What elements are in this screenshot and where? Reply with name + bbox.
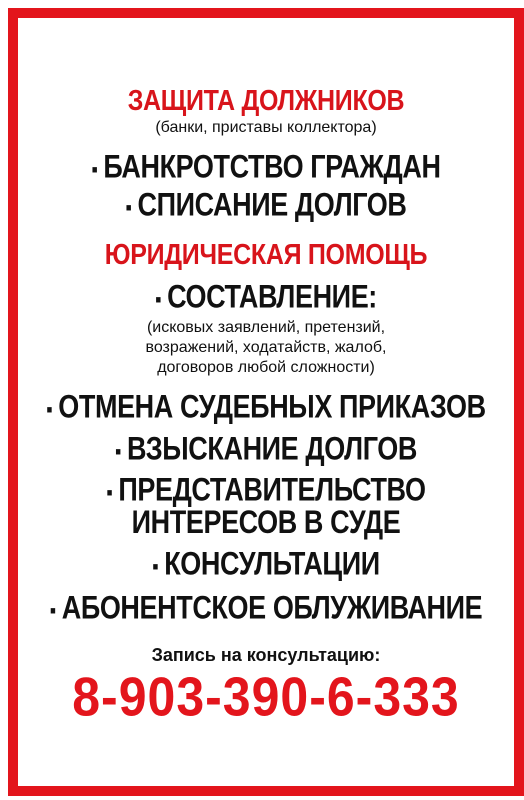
item-representation-line2: ИНТЕРЕСОВ В СУДЕ <box>131 504 401 541</box>
bullet-icon: ▪ <box>106 480 113 505</box>
item-bankruptcy: ▪ БАНКРОТСТВО ГРАЖДАН <box>91 148 441 185</box>
item-debt-collection: ▪ ВЗЫСКАНИЕ ДОЛГОВ <box>115 430 417 467</box>
drafting-detail-2: возражений, ходатайств, жалоб, <box>145 338 387 356</box>
debtor-protection-title: ЗАЩИТА ДОЛЖНИКОВ <box>127 84 405 118</box>
bullet-icon: ▪ <box>49 598 56 623</box>
item-consultations: ▪ КОНСУЛЬТАЦИИ <box>152 546 380 583</box>
bullet-icon: ▪ <box>91 157 98 182</box>
debtor-protection-subtitle: (банки, приставы коллектора) <box>155 119 377 136</box>
item-drafting: ▪ СОСТАВЛЕНИЕ: <box>155 278 377 315</box>
phone-number[interactable]: 8-903-390-6-333 <box>72 666 460 728</box>
consultation-label: Запись на консультацию: <box>151 645 381 665</box>
item-representation: ▪ ПРЕДСТАВИТЕЛЬСТВО <box>106 472 426 509</box>
legal-help-title: ЮРИДИЧЕСКАЯ ПОМОЩЬ <box>104 238 428 271</box>
bullet-icon: ▪ <box>125 194 132 219</box>
item-debt-writeoff: ▪ СПИСАНИЕ ДОЛГОВ <box>125 186 407 223</box>
bullet-icon: ▪ <box>155 286 162 311</box>
poster-frame <box>8 8 524 796</box>
bullet-icon: ▪ <box>115 438 122 463</box>
item-cancel-court-orders: ▪ ОТМЕНА СУДЕБНЫХ ПРИКАЗОВ <box>46 388 486 425</box>
bullet-icon: ▪ <box>46 396 53 421</box>
poster-content <box>18 84 514 728</box>
drafting-detail-1: (исковых заявлений, претензий, <box>146 318 386 336</box>
item-subscription-service: ▪ АБОНЕНТСКОЕ ОБЛУЖИВАНИЕ <box>49 589 483 626</box>
bullet-icon: ▪ <box>152 554 159 579</box>
drafting-detail-3: договоров любой сложности) <box>157 358 375 376</box>
